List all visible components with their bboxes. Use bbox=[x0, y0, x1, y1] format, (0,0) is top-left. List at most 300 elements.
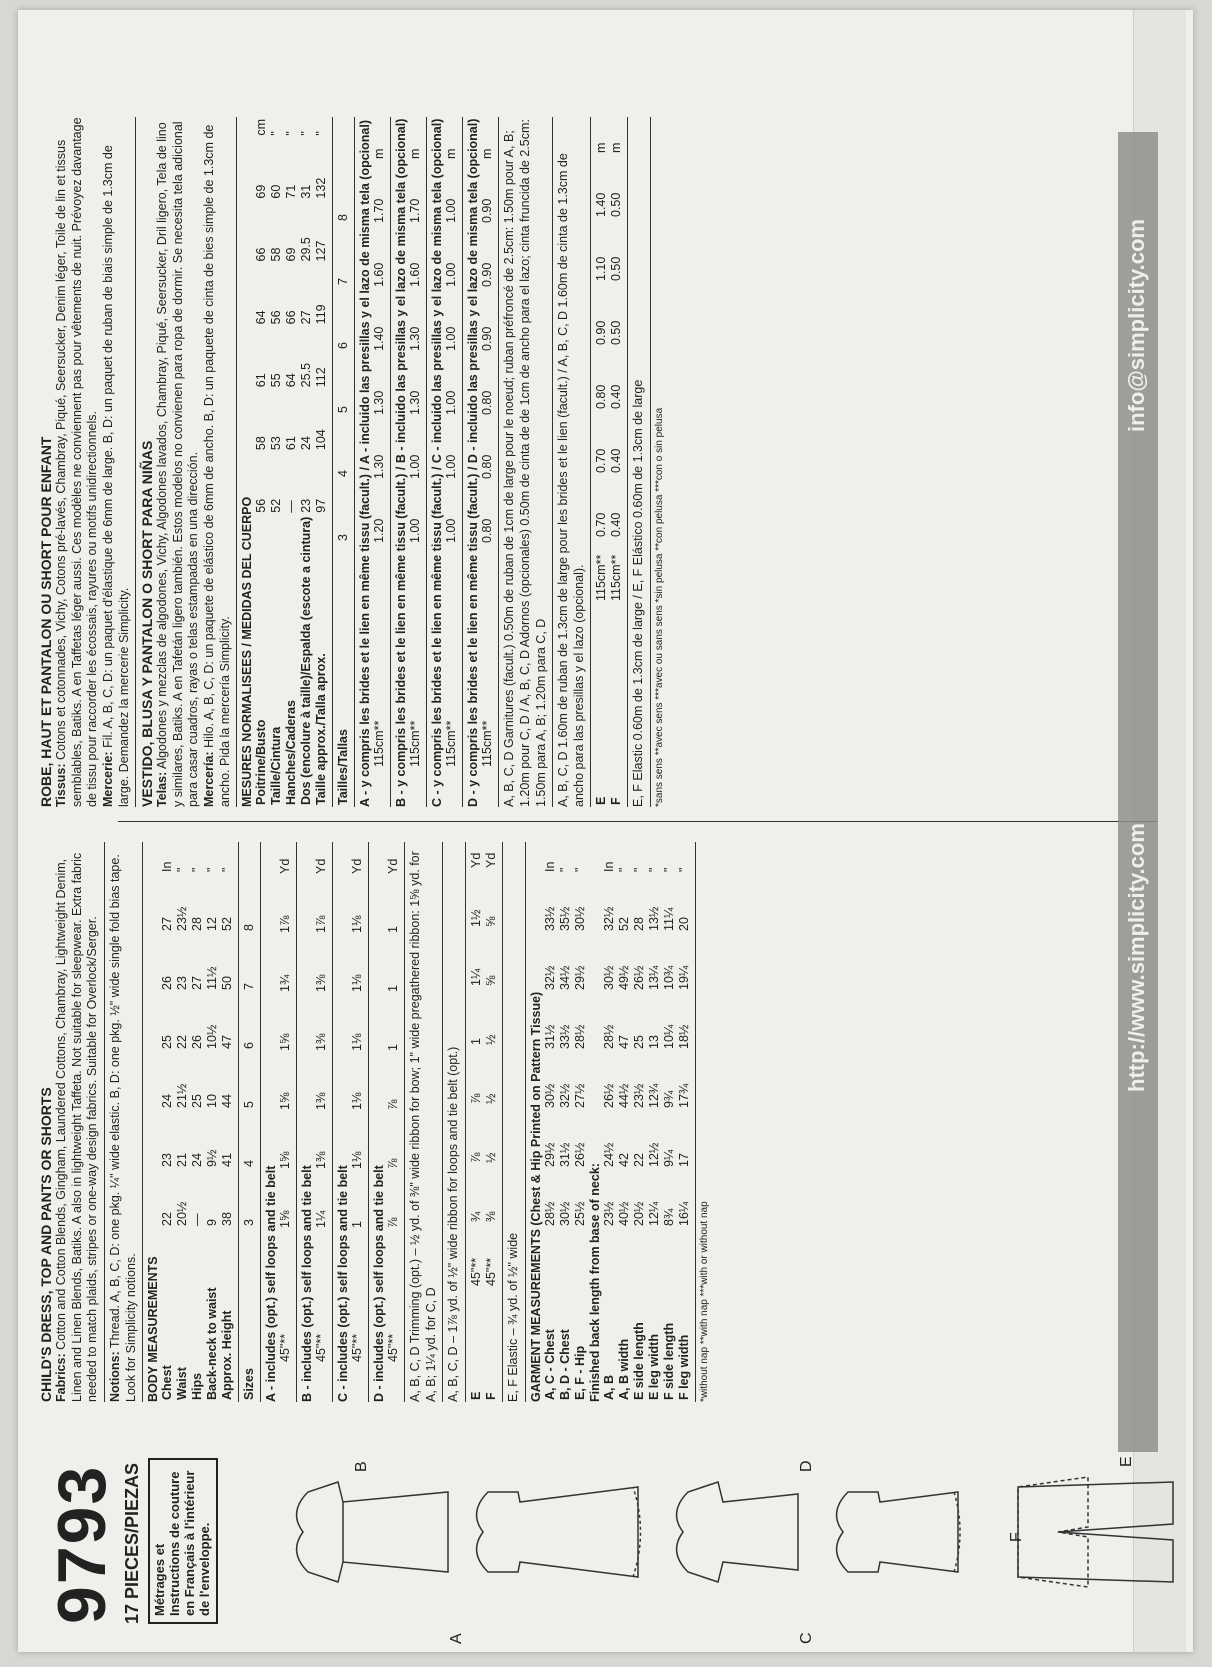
cell-value: 25 bbox=[190, 1094, 205, 1108]
mesures-heading: MESURES NORMALISEES / MEDIDAS DEL CUERPO bbox=[240, 496, 255, 807]
view-label-f: F bbox=[1008, 1532, 1025, 1542]
cell-value: 1¼ bbox=[469, 968, 483, 986]
cell-value: 13 bbox=[646, 1035, 661, 1049]
table-row bbox=[284, 117, 299, 807]
cell-value: 97 bbox=[314, 498, 329, 513]
row-label: A, C - Chest bbox=[542, 1329, 557, 1400]
fabric-width: 45"** bbox=[386, 1333, 401, 1362]
table-row bbox=[160, 860, 175, 1402]
cell-value: 35½ bbox=[557, 906, 572, 931]
cell-value: 61 bbox=[284, 436, 299, 451]
english-footnote: *without nap **with nap ***with or without nap bbox=[698, 1201, 710, 1402]
view-heading: B - includes (opt.) self loops and tie belt bbox=[300, 1165, 315, 1402]
cell-value: 22 bbox=[631, 1153, 646, 1167]
view-label-c: C bbox=[798, 1632, 815, 1644]
fabric-width: 115cm** bbox=[444, 720, 459, 767]
top-sketch-d bbox=[837, 1492, 960, 1572]
table-row bbox=[350, 857, 365, 1402]
row-label: E side length bbox=[631, 1322, 646, 1400]
cell-value: 17¾ bbox=[676, 1083, 691, 1108]
cell-value: ⅝ bbox=[484, 916, 498, 927]
cell-value: 56 bbox=[269, 310, 284, 325]
unit: " bbox=[269, 131, 284, 136]
unit: Yd bbox=[278, 858, 293, 874]
cell-value: 69 bbox=[254, 184, 269, 199]
spanish-title: VESTIDO, BLUSA Y PANTALON O SHORT PARA NIÑAS bbox=[139, 440, 156, 807]
table-row bbox=[602, 860, 617, 1402]
cell-value: 25½ bbox=[572, 1201, 587, 1226]
view-yardage-table bbox=[314, 857, 329, 1402]
cell-value: 69 bbox=[284, 247, 299, 262]
cell-value: 1⅜ bbox=[314, 1092, 329, 1110]
unit: " bbox=[205, 867, 220, 872]
row-label: Chest bbox=[160, 1365, 175, 1400]
tailles-table bbox=[336, 155, 351, 807]
body-measurements-heading: BODY MEASUREMENTS bbox=[146, 1256, 161, 1402]
unit: " bbox=[190, 867, 205, 872]
cell-value: 23 bbox=[299, 498, 314, 513]
cell-value: 1.20 bbox=[372, 518, 387, 543]
row-label: Approx. Height bbox=[220, 1310, 235, 1400]
row-label: E bbox=[594, 796, 609, 805]
spanish-telas: Telas: Algodones y mezclas de algodones, Vichy, Algodones lavados, Chambray, Piqué, Seersucker, Dril ligero, Tela de lino y similares, Batiks. A en Tafetán ligero también. Estos modelos no convienen para ropa de dormir. Se necesita tela adicional para casar cuadros, rayas o telas estampadas en una dirección. bbox=[155, 121, 201, 807]
cell-value: 64 bbox=[284, 373, 299, 388]
cell-value: 26 bbox=[190, 1035, 205, 1049]
spanish-view-yardage bbox=[358, 117, 499, 807]
table-row bbox=[254, 117, 269, 807]
cell-value: 1 bbox=[469, 1038, 483, 1045]
cell-value: 0.90 bbox=[480, 262, 495, 287]
row-label: Waist bbox=[175, 1367, 190, 1400]
cell-value: 20 bbox=[676, 917, 691, 931]
email-address: info@simplicity.com bbox=[1124, 219, 1149, 432]
unit: " bbox=[557, 867, 572, 872]
cell-value: 1⅛ bbox=[350, 1033, 365, 1051]
row-label: F bbox=[484, 1392, 498, 1400]
cell-value: 10¼ bbox=[661, 1024, 676, 1049]
cell-value: 27 bbox=[190, 976, 205, 990]
unit: " bbox=[314, 131, 329, 136]
row-label: Dos (encolure à taille)/Espalda (escote a cintura) bbox=[299, 516, 314, 805]
garment-measurements-heading: GARMENT MEASUREMENTS (Chest & Hip Printed on Pattern Tissue) bbox=[528, 991, 543, 1402]
cell-value: 9¼ bbox=[661, 1149, 676, 1167]
cell-value: 21 bbox=[175, 1153, 190, 1167]
view-yardage-table bbox=[350, 857, 365, 1402]
table-row bbox=[205, 860, 220, 1402]
cell-value: 25 bbox=[160, 1035, 175, 1049]
cell-value: — bbox=[190, 1213, 205, 1226]
view-heading: B - y compris les brides et le lien en même tissu (facult.) / B - incluido las presillas y el lazo de misma tela (opcional) bbox=[394, 118, 409, 807]
cell-value: 58 bbox=[254, 436, 269, 451]
cell-value: ¾ bbox=[469, 1211, 483, 1222]
cell-value: 112 bbox=[314, 367, 329, 388]
cell-value: 33½ bbox=[542, 906, 557, 931]
english-title: CHILD'S DRESS, TOP AND PANTS OR SHORTS bbox=[38, 1087, 54, 1402]
body-measurements-table bbox=[160, 860, 235, 1402]
unit: " bbox=[284, 131, 299, 136]
cell-value: 1⅛ bbox=[350, 1151, 365, 1169]
view-heading: D - y compris les brides et le lien en même tissu (facult.) / D - incluido las presillas y el lazo de misma tela (opcional) bbox=[466, 118, 481, 807]
cell-value: 52 bbox=[616, 917, 631, 931]
unit: Yd bbox=[484, 852, 498, 868]
view-yardage-table bbox=[408, 147, 423, 807]
cell-value: 27½ bbox=[572, 1083, 587, 1108]
unit: Yd bbox=[314, 858, 329, 874]
cell-value: 12 bbox=[205, 917, 220, 931]
cell-value: 104 bbox=[314, 429, 329, 451]
pants-sketch-e bbox=[1018, 1482, 1173, 1582]
cell-value: 0.50 bbox=[609, 192, 624, 217]
cell-value: 33½ bbox=[557, 1024, 572, 1049]
fabric-width: 115cm** bbox=[408, 720, 423, 767]
cell-value: 8¾ bbox=[661, 1208, 676, 1226]
cell-value: 58 bbox=[269, 247, 284, 262]
english-section bbox=[38, 842, 710, 1402]
cell-value: 1⅜ bbox=[314, 1033, 329, 1051]
unit: m bbox=[594, 142, 609, 153]
cell-value: 24 bbox=[299, 436, 314, 451]
elastic-metric-note: E, F Elastic 0.60m de 1.3cm de large / E, F Elástico 0.60m de 1.3cm de large bbox=[631, 379, 646, 807]
table-row bbox=[220, 860, 235, 1402]
unit: m bbox=[444, 148, 459, 159]
cell-value: 49½ bbox=[616, 965, 631, 990]
elastic-note: E, F Elastic – ¾ yd. of ½" wide bbox=[506, 1232, 520, 1402]
cell-value: 1⅝ bbox=[278, 1151, 293, 1169]
cell-value: 24 bbox=[190, 1153, 205, 1167]
cell-value: 71 bbox=[284, 184, 299, 199]
cell-value: 1⅜ bbox=[314, 1151, 329, 1169]
cell-value: 13½ bbox=[646, 906, 661, 931]
cell-value: 0.90 bbox=[594, 320, 609, 345]
cell-value: 1.30 bbox=[372, 390, 387, 415]
unit: m bbox=[372, 148, 387, 159]
cell-value: 34½ bbox=[557, 965, 572, 990]
view-heading: A - y compris les brides et le lien en même tissu (facult.) / A - incluido las presillas y el lazo de misma tela (opcional) bbox=[358, 119, 373, 807]
garment-measurements-table bbox=[543, 860, 588, 1402]
cell-value: 11½ bbox=[205, 966, 220, 990]
row-label: Back-neck to waist bbox=[205, 1287, 220, 1400]
cell-value: 23½ bbox=[631, 1083, 646, 1108]
table-row bbox=[444, 147, 459, 807]
cell-value: 26½ bbox=[572, 1142, 587, 1167]
cell-value: 1.00 bbox=[444, 198, 459, 223]
view-label-b: B bbox=[353, 1461, 370, 1472]
cell-value: 1.00 bbox=[408, 454, 423, 479]
row-label: Hanches/Caderas bbox=[284, 700, 299, 805]
cell-value: 0.80 bbox=[480, 518, 495, 543]
row-label: Taille approx./Talla aprox. bbox=[314, 653, 329, 805]
cell-value: 1.30 bbox=[408, 390, 423, 415]
unit: " bbox=[631, 867, 646, 872]
cell-value: 1 bbox=[386, 926, 401, 933]
unit: m bbox=[408, 148, 423, 159]
cell-value: 12¾ bbox=[646, 1083, 661, 1108]
cell-value: 30½ bbox=[542, 1083, 557, 1108]
row-label: A, B bbox=[601, 1375, 616, 1400]
dress-sketch-b bbox=[477, 1487, 641, 1577]
cell-value: 22 bbox=[175, 1035, 190, 1049]
cell-value: 1.60 bbox=[372, 262, 387, 287]
cell-value: 26 bbox=[160, 976, 175, 990]
cell-value: 40½ bbox=[616, 1201, 631, 1226]
pieces-count: 17 PIECES/PIEZAS bbox=[122, 1462, 142, 1624]
cell-value: 30½ bbox=[572, 906, 587, 931]
column-divider bbox=[118, 821, 1158, 822]
cell-value: 9 bbox=[205, 1219, 220, 1226]
cell-value: ½ bbox=[484, 1034, 498, 1045]
cell-value: 1 bbox=[386, 1044, 401, 1051]
pattern-number: 9793 bbox=[44, 1464, 120, 1624]
unit: " bbox=[220, 867, 235, 872]
table-row bbox=[573, 860, 588, 1402]
cell-value: 0.70 bbox=[594, 512, 609, 537]
unit: " bbox=[299, 131, 314, 136]
pattern-envelope-back bbox=[18, 10, 1193, 1652]
cell-value: 132 bbox=[314, 177, 329, 199]
cell-value: 12¼ bbox=[646, 1201, 661, 1226]
unit: " bbox=[572, 867, 587, 872]
cell-value: 1.00 bbox=[444, 454, 459, 479]
unit: m bbox=[609, 142, 624, 153]
cell-value: 12½ bbox=[646, 1142, 661, 1167]
table-row bbox=[543, 860, 558, 1402]
ruban-note: A, B, C, D 1.60m de ruban de 1.3cm de large pour les brides et le lien (facult.) / A, B, C, D 1.60m de cinta de 1.3cm de ancho para las presillas y el lazo (opcional). bbox=[556, 153, 586, 807]
cell-value: 55 bbox=[269, 373, 284, 388]
fabric-width: 115cm** bbox=[609, 554, 624, 601]
ef-metrage-table bbox=[594, 141, 624, 807]
french-spanish-section bbox=[38, 117, 665, 807]
cell-value: 1.30 bbox=[408, 326, 423, 351]
cell-value: 0.50 bbox=[609, 256, 624, 281]
cell-value: 32½ bbox=[557, 1083, 572, 1108]
row-label: Taille/Cintura bbox=[269, 726, 284, 805]
cell-value: 1.00 bbox=[408, 518, 423, 543]
cell-value: 20½ bbox=[631, 1201, 646, 1226]
cell-value: 61 bbox=[254, 373, 269, 388]
cell-value: ⅞ bbox=[386, 1217, 401, 1228]
cell-value: 13¼ bbox=[646, 965, 661, 990]
spanish-footnote: *sans sens **avec sens ***avec ou sans sens *sin pelusa **con pelusa ***con o sin pelusa bbox=[654, 407, 665, 807]
cell-value: 21½ bbox=[175, 1083, 190, 1108]
cell-value: 29½ bbox=[572, 965, 587, 990]
row-label: F leg width bbox=[676, 1334, 691, 1400]
row-label: F side length bbox=[661, 1322, 676, 1400]
cell-value: 53 bbox=[269, 436, 284, 451]
cell-value: 1⅝ bbox=[278, 1033, 293, 1051]
fabric-width: 45"** bbox=[350, 1333, 365, 1362]
unit: " bbox=[175, 867, 190, 872]
table-row bbox=[269, 117, 284, 807]
shorts-sketch-f bbox=[1018, 1477, 1088, 1587]
sizes-row: Sizes 3 4 5 6 7 8 bbox=[242, 924, 257, 1400]
garnitures-note: A, B, C, D Garnitures (facult.) 0.50m de ruban de 1cm de large pour le noeud; ruban préfroncé de 2.5cm: 1.50m pour A, B; 1.20m pour C, D / A, B, C, D Adornos (opcionales) 0.50m de cinta de de 1cm de ancho para el lazo; cinta fruncida de 2.5cm: 1.50m para A, B; 1.20m para C, D bbox=[502, 119, 548, 807]
cell-value: ⅞ bbox=[469, 1093, 483, 1104]
unit: " bbox=[616, 867, 631, 872]
cell-value: 1¾ bbox=[278, 974, 293, 992]
cell-value: 47 bbox=[220, 1035, 235, 1049]
cell-value: ½ bbox=[484, 1152, 498, 1163]
sizes-table bbox=[242, 870, 257, 1402]
french-title: ROBE, HAUT ET PANTALON OU SHORT POUR ENFANT bbox=[38, 436, 54, 807]
unit: In bbox=[601, 861, 616, 872]
cell-value: ½ bbox=[484, 1093, 498, 1104]
table-row bbox=[175, 860, 190, 1402]
cell-value: 0.80 bbox=[594, 384, 609, 409]
rotated-envelope-content bbox=[18, 10, 1193, 1652]
table-row bbox=[647, 860, 662, 1402]
cell-value: 23½ bbox=[175, 906, 190, 931]
fabric-width: 115cm** bbox=[372, 720, 387, 767]
cell-value: 52 bbox=[220, 917, 235, 931]
trimming-note: A, B, C, D Trimming (opt.) – ½ yd. of ⅜" wide ribbon for bow; 1" wide pregathered ribbon: 1⅝ yd. for A, B; 1¼ yd. for C, D bbox=[408, 851, 438, 1402]
table-row bbox=[609, 141, 624, 807]
website-url: http://www.simplicity.com bbox=[1124, 823, 1149, 1092]
unit: Yd bbox=[386, 858, 401, 874]
cell-value: ⅝ bbox=[484, 975, 498, 986]
cell-value: 11¼ bbox=[661, 907, 676, 931]
cell-value: 42 bbox=[616, 1153, 631, 1167]
cell-value: 1⅞ bbox=[314, 915, 329, 933]
cell-value: 1.10 bbox=[594, 256, 609, 281]
cell-value: 16¼ bbox=[676, 1201, 691, 1226]
view-label-d: D bbox=[798, 1460, 815, 1472]
cell-value: 28½ bbox=[601, 1024, 616, 1049]
cell-value: 1.00 bbox=[444, 326, 459, 351]
cell-value: 27 bbox=[160, 917, 175, 931]
table-row bbox=[314, 117, 329, 807]
garment-measurements-table-2 bbox=[602, 860, 692, 1402]
cell-value: 32½ bbox=[542, 965, 557, 990]
cell-value: 27 bbox=[299, 310, 314, 325]
cell-value: 1 bbox=[386, 985, 401, 992]
spanish-merceria: Mercería: Hilo. A, B, C, D: un paquete de elástico de 6mm de ancho. B, D: un paquete de cinta de bies simple de 1.3cm de ancho. Pida la mercería Simplicity. bbox=[202, 124, 232, 807]
cell-value: 1 bbox=[350, 1221, 365, 1228]
table-row bbox=[484, 851, 499, 1402]
row-label: E leg width bbox=[646, 1334, 661, 1400]
cell-value: 119 bbox=[314, 304, 329, 325]
view-illustrations bbox=[258, 1432, 1188, 1632]
cell-value: 64 bbox=[254, 310, 269, 325]
cell-value: ⅜ bbox=[484, 1211, 498, 1222]
view-label-e: E bbox=[1118, 1456, 1135, 1467]
ef-yardage-table bbox=[469, 851, 499, 1402]
cell-value: 66 bbox=[254, 247, 269, 262]
unit: " bbox=[646, 867, 661, 872]
cell-value: 56 bbox=[254, 498, 269, 513]
cell-value: 1⅛ bbox=[350, 1092, 365, 1110]
table-row bbox=[594, 141, 609, 807]
fabric-width: 115cm** bbox=[594, 554, 609, 601]
cell-value: 0.40 bbox=[609, 448, 624, 473]
view-yardage-table bbox=[372, 147, 387, 807]
french-instructions-box: Métrages et Instructions de couture en Français à l'intérieur de l'enveloppe. bbox=[148, 1458, 218, 1624]
cell-value: 1⅜ bbox=[314, 974, 329, 992]
row-label: E, F - Hip bbox=[572, 1345, 587, 1400]
table-row bbox=[469, 851, 484, 1402]
cell-value: 30½ bbox=[557, 1201, 572, 1226]
table-row bbox=[386, 857, 401, 1402]
cell-value: 0.50 bbox=[609, 320, 624, 345]
cell-value: 1.70 bbox=[372, 198, 387, 223]
cell-value: 24½ bbox=[601, 1142, 616, 1167]
cell-value: 1⅝ bbox=[278, 1210, 293, 1228]
cell-value: 44½ bbox=[616, 1083, 631, 1108]
row-label: Hips bbox=[190, 1372, 205, 1400]
cell-value: 1¼ bbox=[314, 1210, 329, 1228]
cell-value: 28 bbox=[190, 917, 205, 931]
table-row bbox=[299, 117, 314, 807]
cell-value: 19¼ bbox=[676, 965, 691, 990]
cell-value: 25.5 bbox=[299, 362, 314, 388]
view-heading: A - includes (opt.) self loops and tie belt bbox=[264, 1165, 279, 1402]
fabric-width: 45"** bbox=[469, 1257, 483, 1286]
unit: In bbox=[160, 861, 175, 872]
table-row bbox=[617, 860, 632, 1402]
cell-value: 18½ bbox=[676, 1024, 691, 1049]
ribbon-note: A, B, C, D – 1⅞ yd. of ½" wide ribbon for loops and tie belt (opt.) bbox=[446, 1046, 461, 1402]
cell-value: 28½ bbox=[542, 1201, 557, 1226]
cell-value: 1.00 bbox=[444, 518, 459, 543]
back-length-label: Finished back length from base of neck: bbox=[587, 1163, 602, 1402]
cell-value: 10 bbox=[205, 1094, 220, 1108]
cell-value: 0.90 bbox=[480, 198, 495, 223]
fabric-width: 45"** bbox=[278, 1333, 293, 1362]
cell-value: 0.70 bbox=[594, 448, 609, 473]
table-row bbox=[558, 860, 573, 1402]
unit: Yd bbox=[469, 852, 483, 868]
view-yardage-table bbox=[278, 857, 293, 1402]
dress-sketch-a bbox=[297, 1482, 448, 1582]
cell-value: 23½ bbox=[601, 1201, 616, 1226]
cell-value: 47 bbox=[616, 1035, 631, 1049]
table-row bbox=[662, 860, 677, 1402]
cell-value: 1⅛ bbox=[350, 915, 365, 933]
cell-value: 26½ bbox=[601, 1083, 616, 1108]
table-row bbox=[408, 147, 423, 807]
row-label: A, B width bbox=[616, 1338, 631, 1400]
unit: Yd bbox=[350, 858, 365, 874]
fabric-width: 45"** bbox=[314, 1333, 329, 1362]
cell-value: 30½ bbox=[601, 965, 616, 990]
fabric-width: 45"** bbox=[484, 1257, 498, 1286]
unit: m bbox=[480, 148, 495, 159]
view-yardage-table bbox=[480, 147, 495, 807]
cell-value: 17 bbox=[676, 1153, 691, 1167]
cell-value: 29½ bbox=[542, 1142, 557, 1167]
cell-value: 1.00 bbox=[444, 262, 459, 287]
unit: " bbox=[661, 867, 676, 872]
table-row bbox=[314, 857, 329, 1402]
table-row bbox=[372, 147, 387, 807]
table-row bbox=[632, 860, 647, 1402]
cell-value: 9¾ bbox=[661, 1090, 676, 1108]
cell-value: 38 bbox=[220, 1212, 235, 1226]
french-mercerie: Mercerie: Fil. A, B, C, D: un paquet d'élastique de 6mm de large. B, D: un paquet de ruban de biais simple de 1.3cm de large. Demandez la mercerie Simplicity. bbox=[100, 145, 131, 807]
french-tissus: Tissus: Cotons et cotonnades, Vichy, Cotons pré-lavés, Chambray, Piqué, Seersucker, Denim léger, Toile de lin et tissus semblables, Batiks. A en Taffetas léger aussi. Ces modèles ne conviennent pas pour vêtements de nuit. Prévoyez davantage de tissu pour raccorder les écossais, rayures ou motifs unidirectionnels. bbox=[54, 117, 100, 807]
unit: cm bbox=[254, 119, 269, 136]
cell-value: 1⅝ bbox=[278, 1092, 293, 1110]
english-notions: Notions: Thread. A, B, C, D: one pkg. ¼" wide elastic. B, D: one pkg. ½" wide single fold bias tape. Look for Simplicity notions. bbox=[107, 854, 138, 1402]
cell-value: 60 bbox=[269, 184, 284, 199]
cell-value: 50 bbox=[220, 976, 235, 990]
row-label: F bbox=[609, 797, 624, 805]
cell-value: 31 bbox=[299, 184, 314, 199]
mesures-table bbox=[254, 117, 329, 807]
cell-value: 1⅞ bbox=[278, 915, 293, 933]
cell-value: 28½ bbox=[572, 1024, 587, 1049]
cell-value: 25 bbox=[631, 1035, 646, 1049]
cell-value: 26½ bbox=[631, 965, 646, 990]
